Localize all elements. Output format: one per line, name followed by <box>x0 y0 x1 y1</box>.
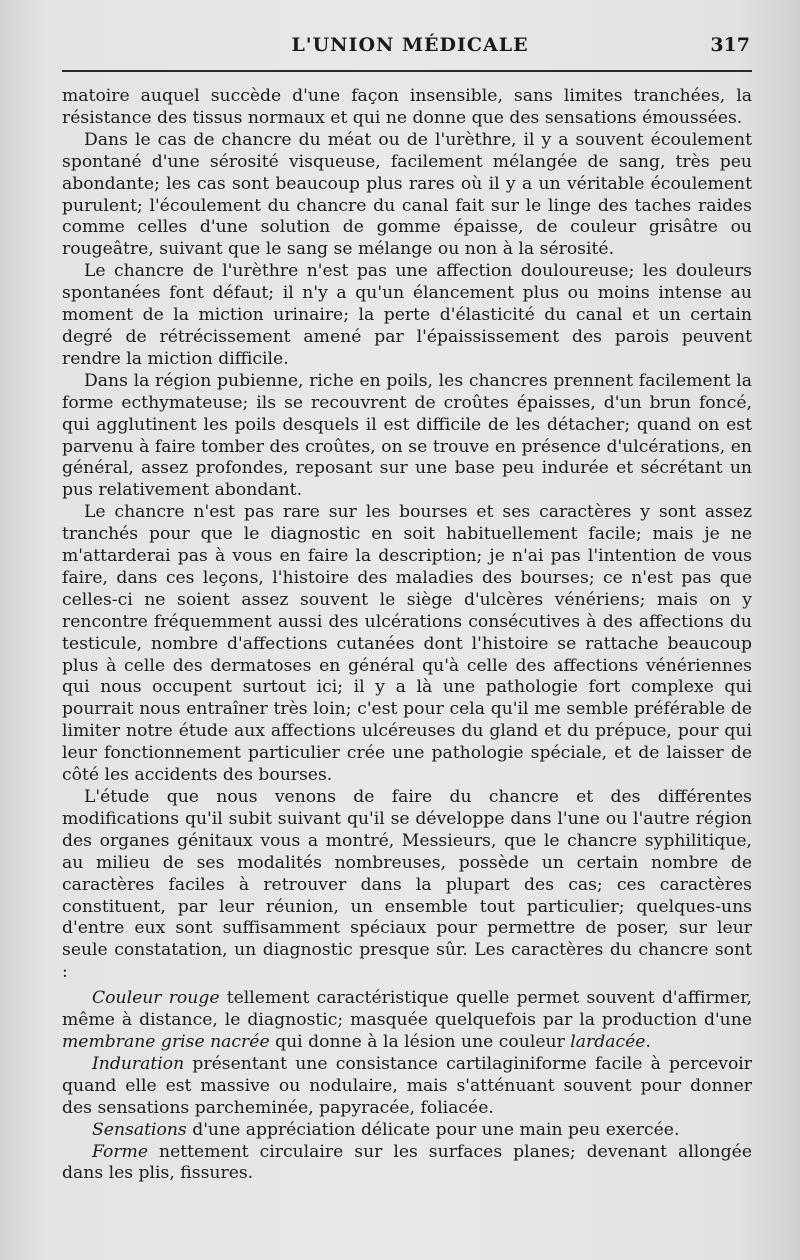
characters-list <box>62 988 752 1185</box>
list-item-text: qui donne à la lésion une couleur <box>269 1031 571 1052</box>
paragraph-bourses: Le chancre n'est pas rare sur les bourses et ses caractères y sont assez tranchés pour que le diagnostic en soit habituellement facile; mais je ne m'attarderai pas à vous en faire la description; je n'ai pas l'intention de vous faire, dans ces leçons, l'histoire des maladies des bourses; ce n'est pas que celles-ci ne soient assez souvent le siège d'ulcères vénériens; mais on y rencontre fréquemment aussi des ulcérations consécutives à des affections du testicule, nombre d'affections cutanées dont l'histoire se rattache beaucoup plus à celle des dermatoses en général qu'à celle des affections vénériennes qui nous occupent surtout ici; il y a là une pathologie fort complexe qui pourrait nous entraîner très loin; c'est pour cela qu'il me semble préférable de limiter notre étude aux affections ulcéreuses du gland et du prépuce, pour qui leur fonctionnement particulier crée une pathologie spéciale, et de laisser de côté les accidents des bourses. <box>62 502 752 786</box>
list-item <box>62 1142 752 1186</box>
list-item-text: d'une appréciation délicate pour une main peu exercée. <box>186 1119 680 1140</box>
list-item <box>62 988 752 1054</box>
list-item-lead: Induration <box>92 1053 185 1074</box>
list-item-lead: Forme <box>92 1141 149 1162</box>
paragraph-meatus: Dans le cas de chancre du méat ou de l'urèthre, il y a souvent écoulement spontané d'une sérosité visqueuse, facilement mélangée de sang, très peu abondante; les cas sont beaucoup plus rares où il y a un véritable écoulement purulent; l'écoulement du chancre du canal fait sur le linge des taches raides comme celles d'une solution de gomme épaisse, de couleur grisâtre ou rougeâtre, suivant que le sang se mélange ou non à la sérosité. <box>62 129 752 260</box>
list-item <box>62 1120 752 1142</box>
list-item-emphasis: lardacée <box>570 1031 646 1052</box>
page-number: 317 <box>710 34 750 56</box>
paragraph-urethra: Le chancre de l'urèthre n'est pas une affection douloureuse; les douleurs spontanées font défaut; il n'y a qu'un élancement plus ou moins intense au moment de la miction urinaire; la perte d'élasticité du canal et un certain degré de rétrécissement amené par l'épaississement des parois peuvent rendre la miction difficile. <box>62 261 752 369</box>
list-item-text: . <box>645 1031 651 1052</box>
paragraph-pubic-region: Dans la région pubienne, riche en poils, les chancres prennent facilement la forme ecthymateuse; ils se recouvrent de croûtes épaisses, d'un brun foncé, qui agglutinent les poils desquels il est difficile de les détacher; quand on est parvenu à faire tomber des croûtes, on se trouve en présence d'ulcérations, en général, assez profondes, reposant sur une base peu indurée et sécrétant un pus relativement abondant. <box>62 370 752 501</box>
list-item-lead: Couleur rouge <box>92 988 220 1009</box>
paragraph-continuation: matoire auquel succède d'une façon insensible, sans limites tranchées, la résistance des tissus normaux et qui ne donne que des sensations émoussées. <box>62 86 752 128</box>
list-item-emphasis: membrane grise nacrée <box>62 1031 270 1052</box>
paragraph-characters: L'étude que nous venons de faire du chancre et des différentes modifications qu'il subit suivant qu'il se développe dans l'une ou l'autre région des organes génitaux vous a montré, Messieurs, que le chancre syphilitique, au milieu de ses modalités nombreuses, possède un certain nombre de caractères faciles à retrouver dans la plupart des cas; ces caractères constituent, par leur réunion, un ensemble tout particulier; quelques-uns d'entre eux sont suffisamment spéciaux pour permettre de poser, sur leur seule constatation, un diagnostic presque sûr. Les caractères du chancre sont : <box>62 787 752 983</box>
body-text <box>62 86 752 1185</box>
list-item-text: tellement caractéristique quelle permet souvent d'affirmer, même à distance, le diagnostic; masquée quelquefois par la production d'une <box>62 988 753 1031</box>
list-item-text: présentant une consistance cartilaginiforme facile à percevoir quand elle est massive ou nodulaire, mais s'atténuant souvent pour donner des sensations parcheminée, papyracée, foliacée. <box>62 1053 752 1118</box>
journal-title: L'UNION MÉDICALE <box>291 34 529 56</box>
list-item-text: nettement circulaire sur les surfaces planes; devenant allongée dans les plis, fissures. <box>62 1141 752 1184</box>
header-rule <box>62 70 752 72</box>
list-item <box>62 1054 752 1120</box>
running-head <box>62 34 758 64</box>
list-item-lead: Sensations <box>92 1119 187 1140</box>
